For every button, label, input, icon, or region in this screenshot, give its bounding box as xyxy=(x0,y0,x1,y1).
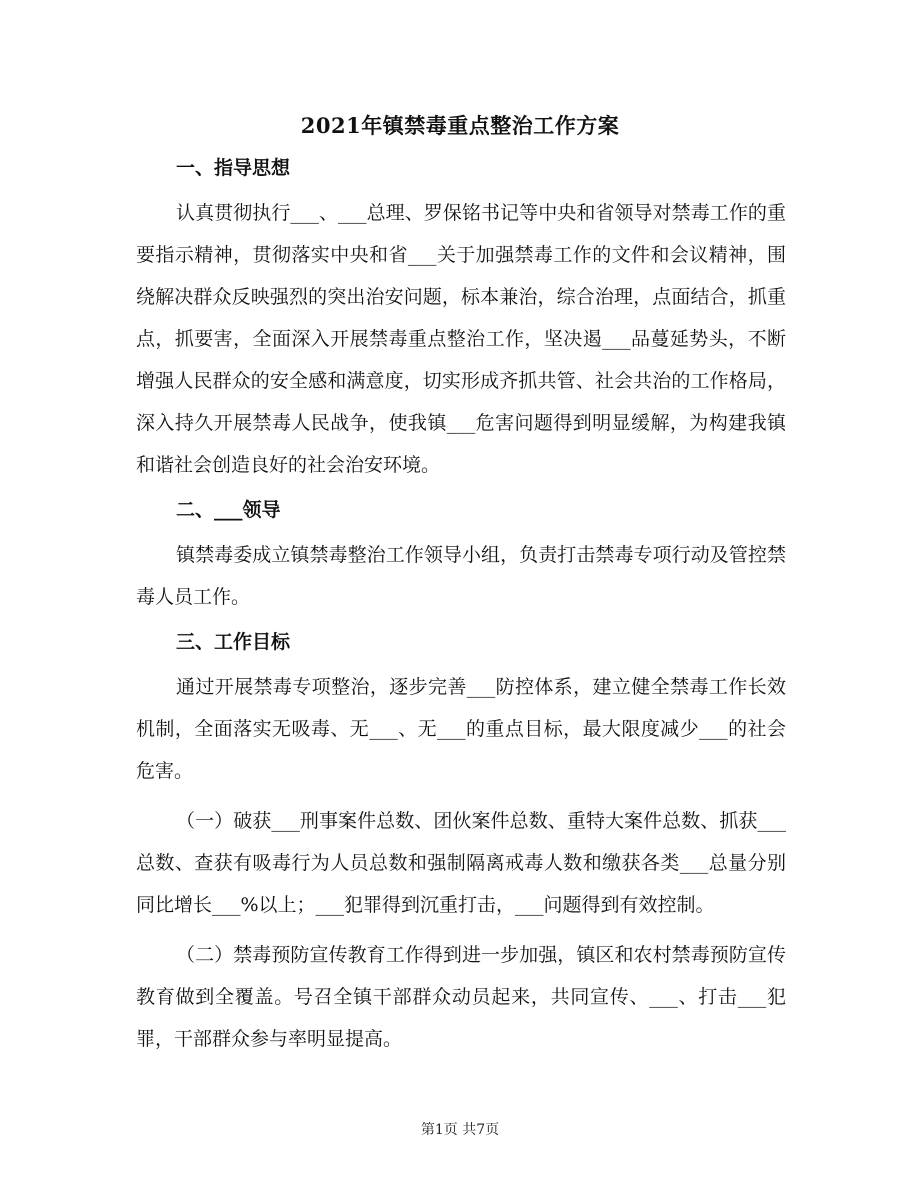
paragraph-work-goals: 通过开展禁毒专项整治，逐步完善___防控体系，建立健全禁毒工作长效机制，全面落实无吸毒、无___、无___的重点目标，最大限度减少___的社会危害。 xyxy=(136,676,786,782)
page-number: 第1页 共7页 xyxy=(420,1122,500,1138)
document-title: 2021年镇禁毒重点整治工作方案 xyxy=(300,113,620,138)
paragraph-goal-1: （一）破获___刑事案件总数、团伙案件总数、重特大案件总数、抓获___总数、查获有吸毒行为人员总数和强制隔离戒毒人数和缴获各类___总量分别同比增长___%以上；___犯罪得到沉重打击，___问题得到有效控制。 xyxy=(136,810,786,916)
section-heading-work-goals: 三、工作目标 xyxy=(176,631,291,653)
paragraph-leadership: 镇禁毒委成立镇禁毒整治工作领导小组，负责打击禁毒专项行动及管控禁毒人员工作。 xyxy=(136,544,786,608)
paragraph-goal-2: （二）禁毒预防宣传教育工作得到进一步加强，镇区和农村禁毒预防宣传教育做到全覆盖。号召全镇干部群众动员起来，共同宣传、___、打击___犯罪，干部群众参与率明显提高。 xyxy=(136,944,786,1050)
document-body xyxy=(136,147,786,1063)
paragraph-guiding-ideology: 认真贯彻执行___、___总理、罗保铭书记等中央和省领导对禁毒工作的重要指示精神，贯彻落实中央和省___关于加强禁毒工作的文件和会议精神，围绕解决群众反映强烈的突出治安问题，标本兼治，综合治理，点面结合，抓重点，抓要害，全面深入开展禁毒重点整治工作，坚决遏___品蔓延势头，不断增强人民群众的安全感和满意度，切实形成齐抓共管、社会共治的工作格局，深入持久开展禁毒人民战争，使我镇___危害问题得到明显缓解，为构建我镇和谐社会创造良好的社会治安环境。 xyxy=(136,202,786,476)
section-heading-guiding-ideology: 一、指导思想 xyxy=(176,157,291,179)
section-heading-leadership: 二、___领导 xyxy=(176,499,281,521)
